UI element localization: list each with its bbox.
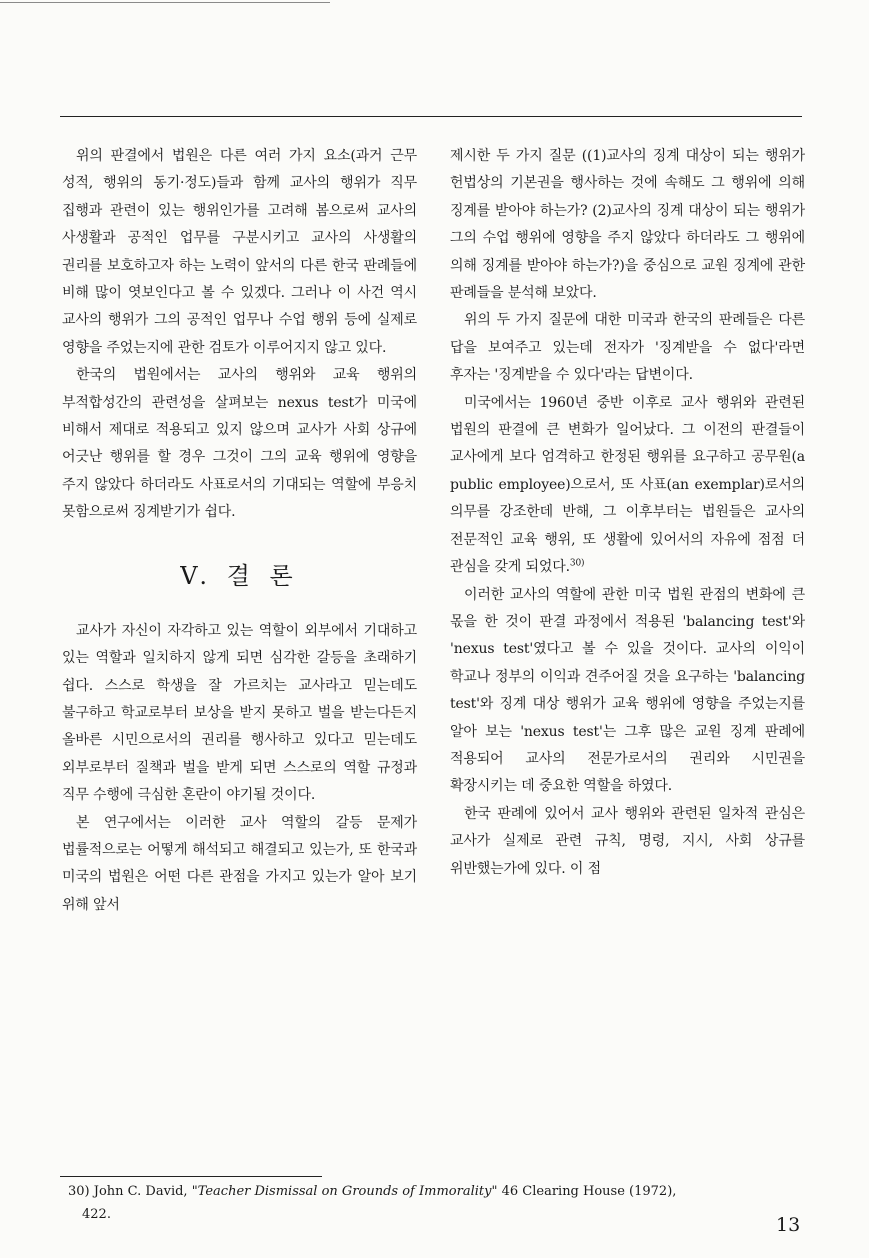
footnote-pages: 422.: [82, 1207, 111, 1222]
paragraph: 본 연구에서는 이러한 교사 역할의 갈등 문제가 법률적으로는 어떻게 해석되고 해결되고 있는가, 또 한국과 미국의 법원은 어떤 다른 관점을 가지고 있는가 알아 보기 위해 앞서: [62, 814, 417, 913]
footnote-source: 46 Clearing House (1972),: [501, 1184, 677, 1199]
footnote-author: John C. David,: [93, 1184, 188, 1199]
paragraph: 제시한 두 가지 질문 ((1)교사의 징계 대상이 되는 행위가 헌법상의 기본권을 행사하는 것에 속해도 그 행위에 의해 징계를 받아야 하는가? (2)교사의 징계 대상이 되는 행위가 그의 수업 행위에 영향을 주지 않았다 하더라도 그 행위에 의해 징계를 받아야 하는가?)을 중심으로 교원 징계에 관한 판례들을 분석해 보았다.: [450, 148, 805, 302]
paragraph: 위의 두 가지 질문에 대한 미국과 한국의 판례들은 다른 답을 보여주고 있는데 전자가 '징계받을 수 없다'라면 후자는 '징계받을 수 있다'라는 답변이다.: [450, 312, 805, 384]
top-edge-rule: [0, 2, 330, 3]
footnote-reference: 30): [569, 558, 585, 569]
right-column: [450, 143, 805, 883]
left-column: [62, 143, 417, 919]
paragraph-text: 미국에서는 1960년 중반 이후로 교사 행위와 관련된 법원의 판결에 큰 변화가 일어났다. 그 이전의 판결들이 교사에게 보다 엄격하고 한정된 행위를 요구하고 공무원(a public employee)으로서, 또 사표(an exemplar)로서의 의무를 강조한데 반해, 그 이후부터는 법원들은 교사의 전문적인 교육 행위, 또 생활에 있어서의 자유에 점점 더 관심을 갖게 되었다.: [450, 394, 805, 576]
footnote-marker: 30): [68, 1184, 90, 1199]
paragraph: [450, 390, 805, 582]
footnote-title: "Teacher Dismissal on Grounds of Immorality": [191, 1184, 498, 1199]
page-number: 13: [776, 1214, 801, 1236]
section-heading: V. 결 론: [180, 561, 299, 590]
paragraph: 한국의 법원에서는 교사의 행위와 교육 행위의 부적합성간의 관련성을 살펴보는 nexus test가 미국에 비해서 제대로 적용되고 있지 않으며 교사가 사회 상규에 어긋난 행위를 할 경우 그것이 그의 교육 행위에 영향을 주지 않았다 하더라도 사표로서의 기대되는 역할에 부응치 못함으로써 징계받기가 쉽다.: [62, 367, 417, 521]
paragraph: 위의 판결에서 법원은 다른 여러 가지 요소(과거 근무 성적, 행위의 동기·정도)들과 함께 교사의 행위가 직무 집행과 관련이 있는 행위인가를 고려해 봄으로써 교사의 사생활과 공적인 업무를 구분시키고 교사의 사생활의 권리를 보호하고자 하는 노력이 앞서의 다른 한국 판례들에 비해 많이 엿보인다고 볼 수 있겠다. 그러나 이 사건 역시 교사의 행위가 그의 공적인 업무나 수업 행위 등에 실제로 영향을 주었는지에 관한 검토가 이루어지지 않고 있다.: [62, 148, 417, 356]
paragraph: 이러한 교사의 역할에 관한 미국 법원 관점의 변화에 큰 몫을 한 것이 판결 과정에서 적용된 'balancing test'와 'nexus test'였다고 볼 수 있을 것이다. 교사의 이익이 학교나 정부의 이익과 견주어질 것을 요구하는 'balancing test'와 징계 대상 행위가 교육 행위에 영향을 주었는지를 알아 보는 'nexus test'는 그후 많은 교원 징계 판례에 적용되어 교사의 전문가로서의 권리와 시민권을 확장시키는 데 중요한 역할을 하였다.: [450, 586, 805, 795]
paragraph: 교사가 자신이 자각하고 있는 역할이 외부에서 기대하고 있는 역할과 일치하지 않게 되면 심각한 갈등을 초래하기 쉽다. 스스로 학생을 잘 가르치는 교사라고 믿는데도 불구하고 학교로부터 보상을 받지 못하고 벌을 받는다든지 올바른 시민으로서의 권리를 행사하고 있다고 믿는데도 외부로부터 질책과 벌을 받게 되면 스스로의 역할 규정과 직무 수행에 극심한 혼란이 야기될 것이다.: [62, 622, 417, 804]
paragraph: 한국 판례에 있어서 교사 행위와 관련된 일차적 관심은 교사가 실제로 관련 규칙, 명령, 지시, 사회 상규를 위반했는가에 있다. 이 점: [450, 805, 805, 877]
header-rule: [60, 116, 802, 117]
footnote-rule: [60, 1176, 322, 1177]
footnote: [68, 1180, 798, 1226]
